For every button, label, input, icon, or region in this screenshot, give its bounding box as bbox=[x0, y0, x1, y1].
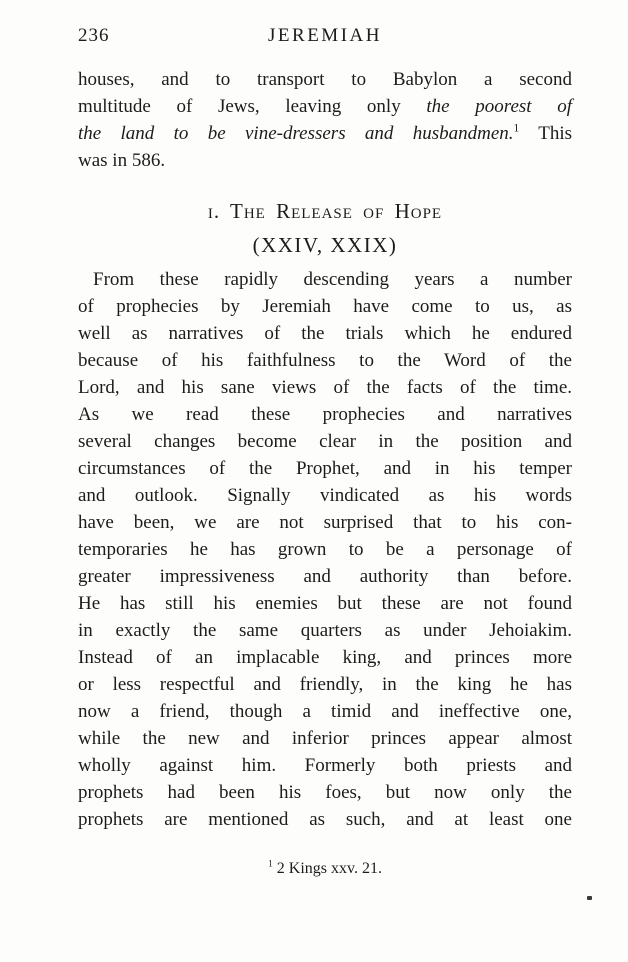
text-segment: now a friend, though a timid and ineffective one, bbox=[78, 701, 572, 722]
text-line bbox=[78, 671, 572, 698]
section-heading bbox=[78, 198, 572, 225]
text-line bbox=[78, 401, 572, 428]
text-column bbox=[78, 22, 572, 879]
text-line bbox=[78, 509, 572, 536]
text-line bbox=[78, 120, 572, 147]
text-line bbox=[78, 230, 572, 260]
scan-artifact-speck bbox=[587, 896, 592, 900]
text-line bbox=[78, 698, 572, 725]
text-line bbox=[78, 482, 572, 509]
text-segment: greater impressiveness and authority than before. bbox=[78, 566, 572, 587]
text-line bbox=[78, 725, 572, 752]
text-segment: the land to be vine-dressers and husbandmen. bbox=[78, 123, 514, 144]
text-segment: was in 586. bbox=[78, 150, 166, 171]
text-line bbox=[78, 147, 572, 174]
text-segment: This bbox=[519, 123, 573, 144]
footnote bbox=[78, 859, 572, 879]
text-line bbox=[78, 590, 572, 617]
text-segment: well as narratives of the trials which he endured bbox=[78, 323, 572, 344]
text-segment: and outlook. Signally vindicated as his words bbox=[78, 485, 572, 506]
text-line bbox=[78, 455, 572, 482]
section-chapter-reference bbox=[78, 230, 572, 260]
text-segment: in exactly the same quarters as under Jehoiakim. bbox=[78, 620, 572, 641]
text-segment: of prophecies by Jeremiah have come to us, as bbox=[78, 296, 572, 317]
text-line bbox=[78, 536, 572, 563]
text-segment: Instead of an implacable king, and princes more bbox=[78, 647, 572, 668]
text-segment: prophets are mentioned as such, and at least one bbox=[78, 809, 572, 830]
text-line bbox=[78, 347, 572, 374]
text-segment: have been, we are not surprised that to his con- bbox=[78, 512, 572, 533]
text-line bbox=[78, 66, 572, 93]
text-line bbox=[78, 93, 572, 120]
page-header bbox=[78, 22, 572, 49]
text-segment: several changes become clear in the position and bbox=[78, 431, 572, 452]
text-line bbox=[78, 563, 572, 590]
text-segment: temporaries he has grown to be a personage of bbox=[78, 539, 572, 560]
text-segment: i. The Release of Hope bbox=[207, 199, 443, 223]
text-segment: From these rapidly descending years a number bbox=[93, 269, 572, 290]
text-segment: circumstances of the Prophet, and in his temper bbox=[78, 458, 572, 479]
text-segment: multitude of Jews, leaving only bbox=[78, 96, 427, 117]
running-head: JEREMIAH bbox=[268, 25, 382, 46]
text-line bbox=[78, 320, 572, 347]
text-segment: 2 Kings xxv. 21. bbox=[272, 860, 382, 877]
text-segment: while the new and inferior princes appear almost bbox=[78, 728, 572, 749]
text-segment: He has still his enemies but these are not found bbox=[78, 593, 572, 614]
text-line bbox=[78, 374, 572, 401]
text-line bbox=[78, 266, 572, 293]
text-line bbox=[78, 806, 572, 833]
text-line bbox=[78, 779, 572, 806]
text-segment: wholly against him. Formerly both priests and bbox=[78, 755, 572, 776]
text-segment: the poorest of bbox=[426, 96, 572, 117]
page-number: 236 bbox=[78, 25, 110, 46]
text-line bbox=[78, 428, 572, 455]
paragraph-main bbox=[78, 266, 572, 833]
footnote-marker: 1 bbox=[268, 858, 273, 870]
text-segment: prophets had been his foes, but now only the bbox=[78, 782, 572, 803]
text-line bbox=[78, 644, 572, 671]
text-segment: because of his faithfulness to the Word of the bbox=[78, 350, 572, 371]
text-line bbox=[78, 859, 572, 879]
text-line bbox=[78, 617, 572, 644]
text-line bbox=[78, 752, 572, 779]
text-segment: Lord, and his sane views of the facts of the time. bbox=[78, 377, 572, 398]
footnote-marker: 1 bbox=[513, 122, 520, 135]
text-line bbox=[78, 293, 572, 320]
text-segment: or less respectful and friendly, in the king he has bbox=[78, 674, 572, 695]
text-segment: (XXIV, XXIX) bbox=[252, 233, 398, 257]
paragraph-continuation bbox=[78, 66, 572, 174]
text-segment: houses, and to transport to Babylon a second bbox=[78, 69, 572, 90]
text-line bbox=[78, 198, 572, 225]
text-blocks bbox=[78, 66, 572, 879]
text-segment: As we read these prophecies and narratives bbox=[78, 404, 572, 425]
